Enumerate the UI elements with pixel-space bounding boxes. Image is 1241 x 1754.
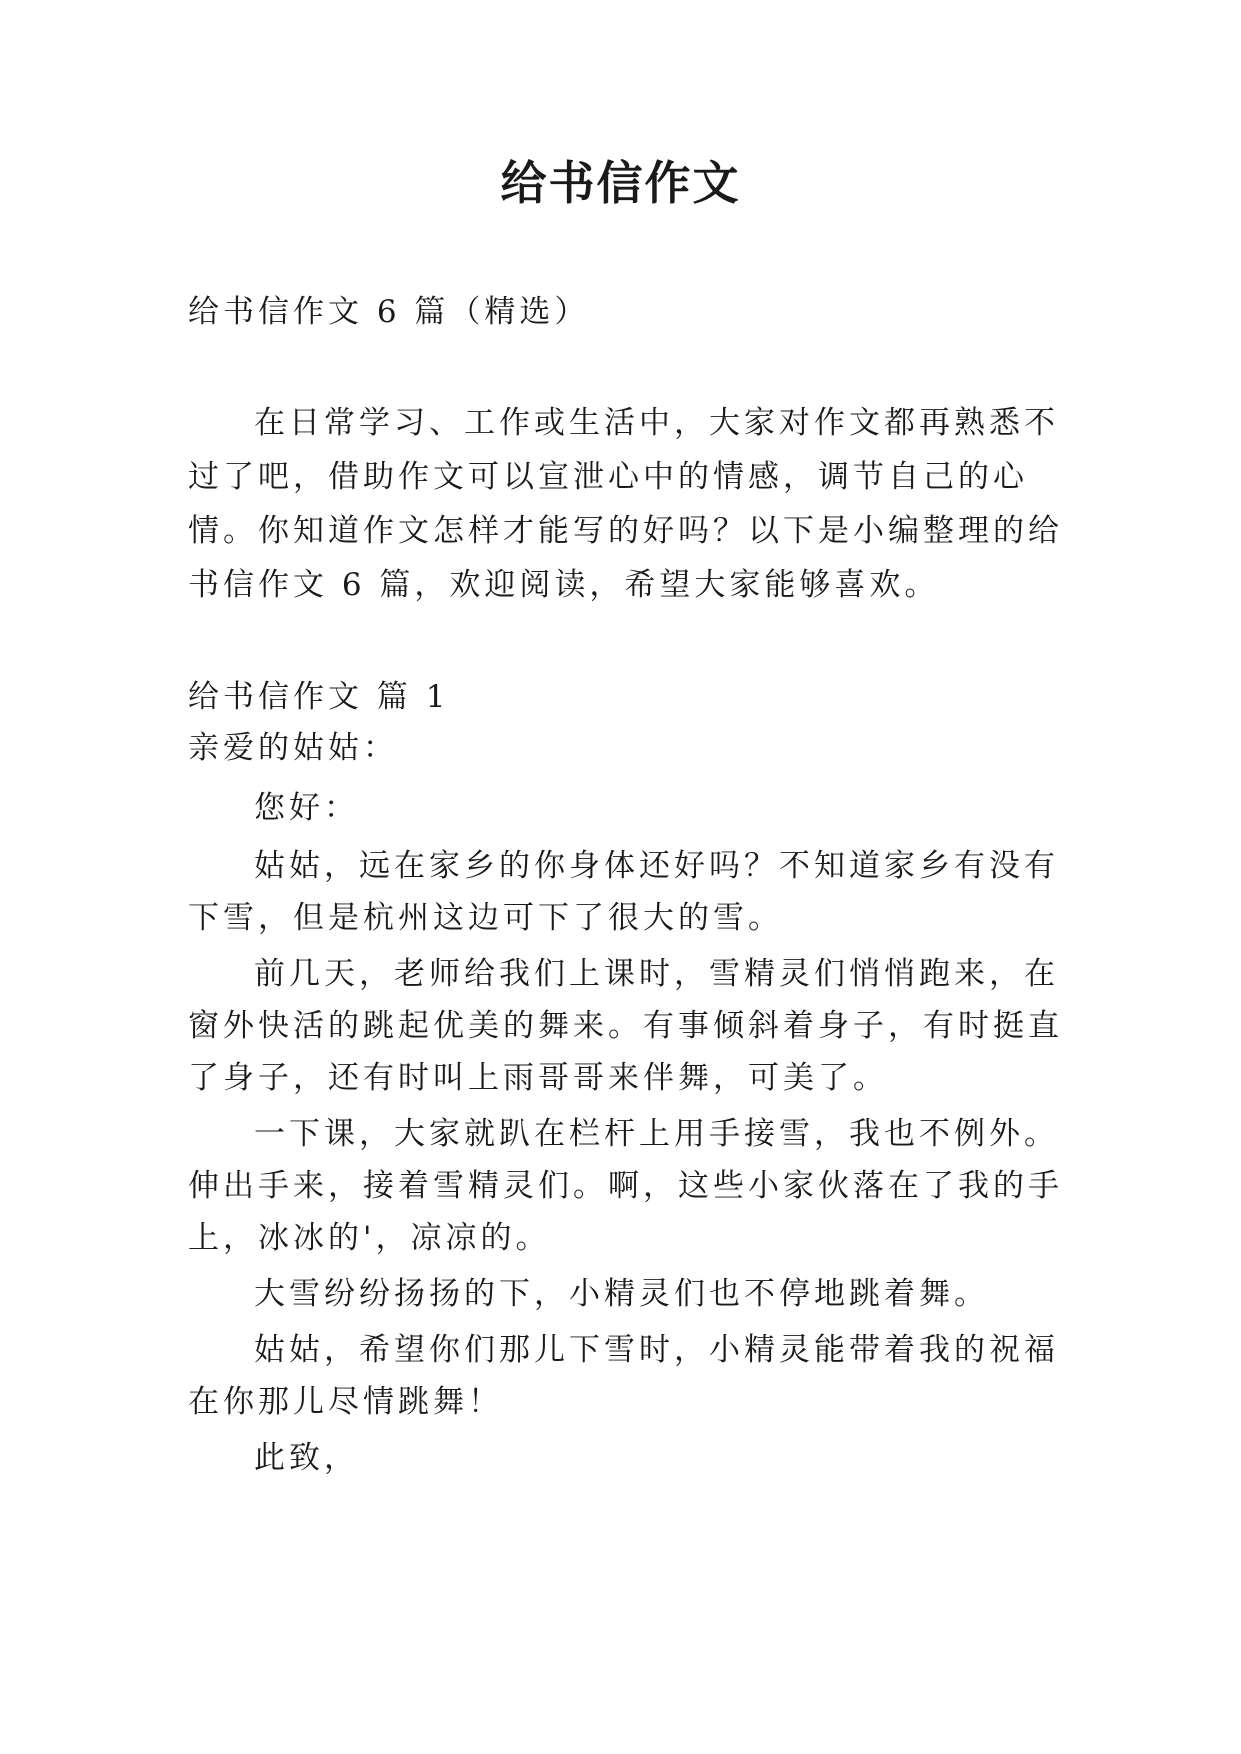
letter-greeting: 您好： <box>254 790 359 826</box>
intro-paragraph: 在日常学习、工作或生活中，大家对作文都再熟悉不过了吧，借助作文可以宣泄心中的情感，调节自己的心情。你知道作文怎样才能写的好吗？以下是小编整理的给书信作文 6 篇，欢迎阅读，希望大家能够喜欢。 <box>188 405 1063 603</box>
document-subtitle: 给书信作文 6 篇（精选） <box>188 294 590 330</box>
letter-paragraph: 前几天，老师给我们上课时，雪精灵们悄悄跑来，在窗外快活的跳起优美的舞来。有事倾斜着身子，有时挺直了身子，还有时叫上雨哥哥来伴舞，可美了。 <box>188 956 1063 1096</box>
letter-closing: 此致， <box>254 1440 359 1476</box>
letter-paragraph: 姑姑，远在家乡的你身体还好吗？不知道家乡有没有下雪，但是杭州这边可下了很大的雪。 <box>188 848 1059 936</box>
letter-salutation: 亲爱的姑姑： <box>188 730 398 766</box>
document-body <box>188 288 1064 1484</box>
letter-paragraph: 一下课，大家就趴在栏杆上用手接雪，我也不例外。伸出手来，接着雪精灵们。啊，这些小家伙落在了我的手上，冰冰的'，凉凉的。 <box>188 1116 1063 1256</box>
letter-paragraph: 大雪纷纷扬扬的下，小精灵们也不停地跳着舞。 <box>254 1276 989 1312</box>
document-title: 给书信作文 <box>500 156 741 210</box>
section-heading: 给书信作文 篇 1 <box>188 679 450 715</box>
letter-paragraph: 姑姑，希望你们那儿下雪时，小精灵能带着我的祝福在你那儿尽情跳舞！ <box>188 1332 1059 1420</box>
